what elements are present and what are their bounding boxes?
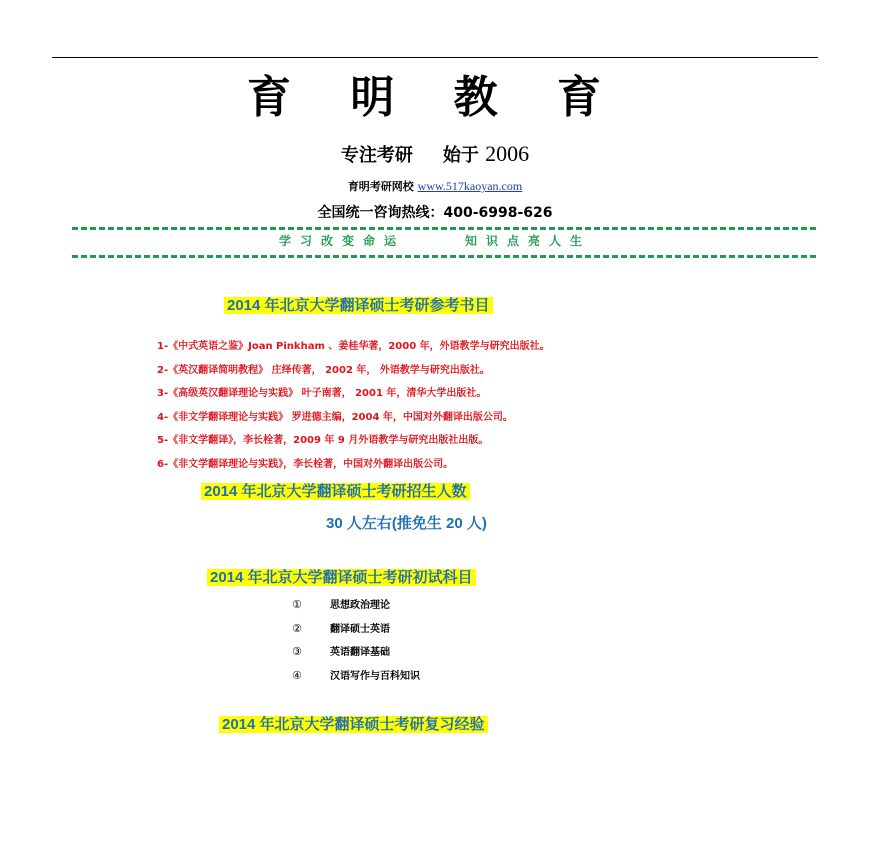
slogan-row	[0, 142, 870, 168]
subject-item	[292, 668, 420, 692]
motto-row	[0, 232, 870, 250]
enrollment-title: 2014 年北京大学翻译硕士考研招生人数	[201, 483, 470, 500]
experience-heading	[219, 713, 488, 736]
slogan-left: 专注考研	[340, 145, 413, 166]
subject-name: 思想政治理论	[330, 600, 390, 611]
reference-item: 1-《中式英语之鉴》Joan Pinkham 、姜桂华著，2000 年，外语教学与研究出版社。	[157, 341, 550, 352]
reference-item: 3-《高级英汉翻译理论与实践》 叶子南著， 2001 年，清华大学出版社。	[157, 388, 487, 400]
dashed-divider-bottom	[72, 255, 816, 258]
subject-item	[292, 621, 420, 645]
top-rule	[52, 57, 818, 58]
enrollment-heading	[201, 480, 470, 503]
subject-list	[292, 597, 420, 691]
references-heading	[224, 294, 493, 317]
reference-item: 4-《非文学翻译理论与实践》 罗进德主编，2004 年，中国对外翻译出版公司。	[157, 411, 513, 423]
motto-left: 学习改变命运	[278, 234, 405, 248]
subject-name: 汉语写作与百科知识	[330, 670, 420, 682]
subject-item	[292, 597, 420, 621]
hotline: 全国统一咨询热线：400-6998-626	[317, 205, 553, 221]
website-row	[0, 178, 870, 195]
experience-title: 2014 年北京大学翻译硕士考研复习经验	[219, 716, 488, 733]
slogan-mid: 始于	[442, 145, 479, 166]
subject-item	[292, 644, 420, 668]
references-title: 2014 年北京大学翻译硕士考研参考书目	[224, 297, 493, 314]
subjects-heading	[207, 566, 476, 589]
website-link[interactable]: www.517kaoyan.com	[417, 179, 523, 193]
subject-number: ①	[292, 598, 302, 611]
subject-name: 翻译硕士英语	[330, 623, 390, 635]
subjects-title: 2014 年北京大学翻译硕士考研初试科目	[207, 569, 476, 586]
reference-item: 6-《非文学翻译理论与实践》，李长栓著，中国对外翻译出版公司。	[157, 458, 454, 470]
brand-title: 育 明 教 育	[247, 72, 623, 123]
reference-item: 2-《英汉翻译简明教程》 庄绎传著， 2002 年， 外语教学与研究出版社。	[157, 364, 490, 376]
website-label: 育明考研网校	[347, 180, 414, 193]
reference-list	[157, 339, 550, 481]
reference-item: 5-《非文学翻译》，李长栓著，2009 年 9 月外语教学与研究出版社出版。	[157, 435, 489, 447]
subject-name: 英语翻译基础	[330, 647, 390, 658]
subject-number: ②	[292, 621, 302, 635]
dashed-divider-top	[72, 227, 816, 230]
enrollment-value: 30 人左右(推免生 20 人)	[326, 515, 487, 532]
motto-right: 知识点亮人生	[465, 234, 592, 248]
subject-number: ④	[292, 668, 302, 682]
subject-number: ③	[292, 645, 302, 658]
slogan-year: 2006	[485, 141, 530, 166]
